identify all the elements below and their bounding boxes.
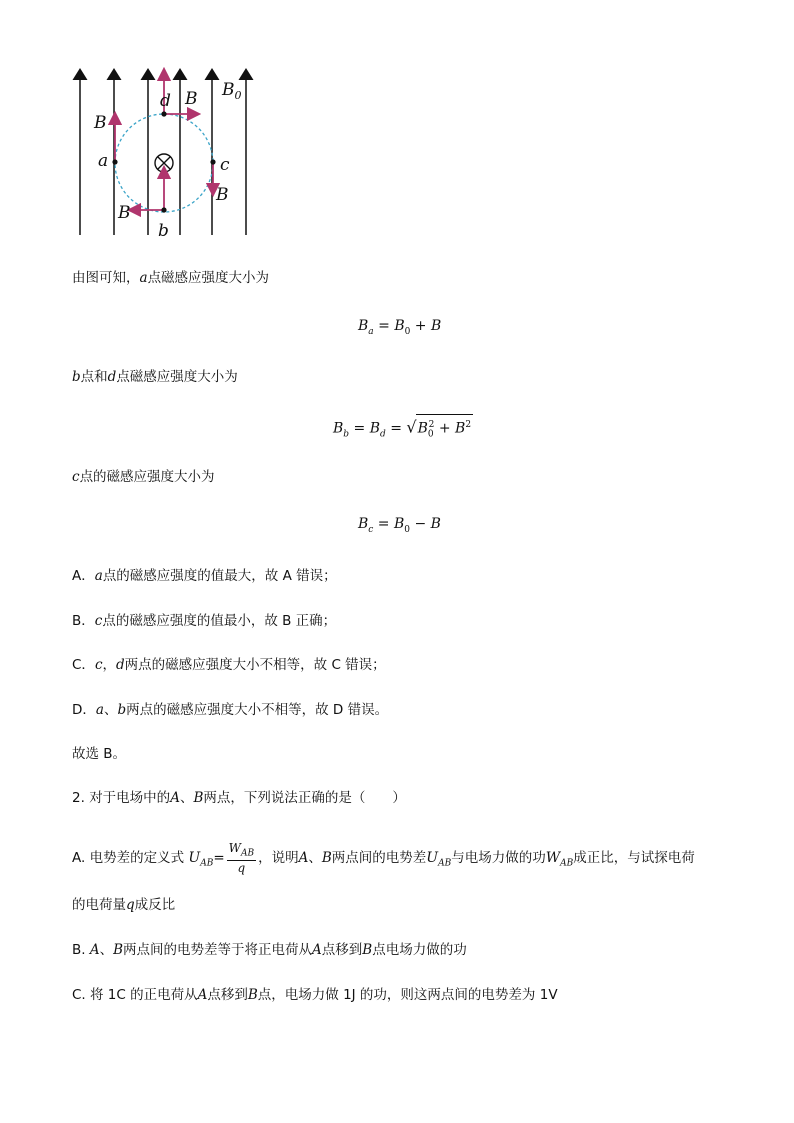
question-2-stem: 2. 对于电场中的A、B两点，下列说法正确的是（ ）: [72, 790, 406, 806]
current-into-page-icon: [155, 154, 173, 172]
question-2-option-a-cont: 的电荷量q成反比: [72, 897, 176, 913]
label-b: b: [158, 221, 169, 241]
question-2-option-a: A. 电势差的定义式 $U_{AB}=$ $\frac{W_{AB}}{q}$ ，说明A、B两点间的电势差$U_{AB}$与电场力做的功$W_{AB}$成正比，与试探电荷: [72, 840, 695, 876]
label-c: c: [220, 155, 230, 175]
label-a: a: [98, 151, 109, 171]
option-c: C．c，d两点的磁感应强度大小不相等，故 C 错误；: [72, 657, 386, 673]
label-b-bottom: B: [118, 203, 131, 223]
answer-line: 故选 B。: [72, 746, 127, 762]
equation-bb-bd: $B_b = B_d = √B_0^2 + B^2$: [333, 414, 473, 444]
option-a: A．a点的磁感应强度的值最大，故 A 错误；: [72, 568, 337, 584]
equation-ba: $B_a = B_0 + B$: [358, 318, 442, 337]
label-b-left: B: [94, 113, 107, 133]
label-b-right: B: [216, 185, 229, 205]
option-d: D．a、b两点的磁感应强度大小不相等，故 D 错误。: [72, 702, 389, 718]
magnetic-field-figure: [60, 60, 270, 250]
text-line-a: 由图可知，a点磁感应强度大小为: [72, 270, 270, 286]
label-d: d: [160, 91, 171, 111]
question-2-option-c: C. 将 1C 的正电荷从A点移到B点，电场力做 1J 的功，则这两点间的电势差为 1V: [72, 987, 558, 1003]
label-b0: $B_0$: [222, 80, 242, 102]
question-2-option-b: B. A、B两点间的电势差等于将正电荷从A点移到B点电场力做的功: [72, 942, 467, 958]
option-b: B．c点的磁感应强度的值最小，故 B 正确；: [72, 613, 337, 629]
label-b-top: B: [185, 89, 198, 109]
equation-bc: $B_c = B_0 - B$: [358, 516, 441, 535]
text-line-c: c点的磁感应强度大小为: [72, 469, 215, 485]
text-line-bd: b点和d点磁感应强度大小为: [72, 369, 238, 385]
